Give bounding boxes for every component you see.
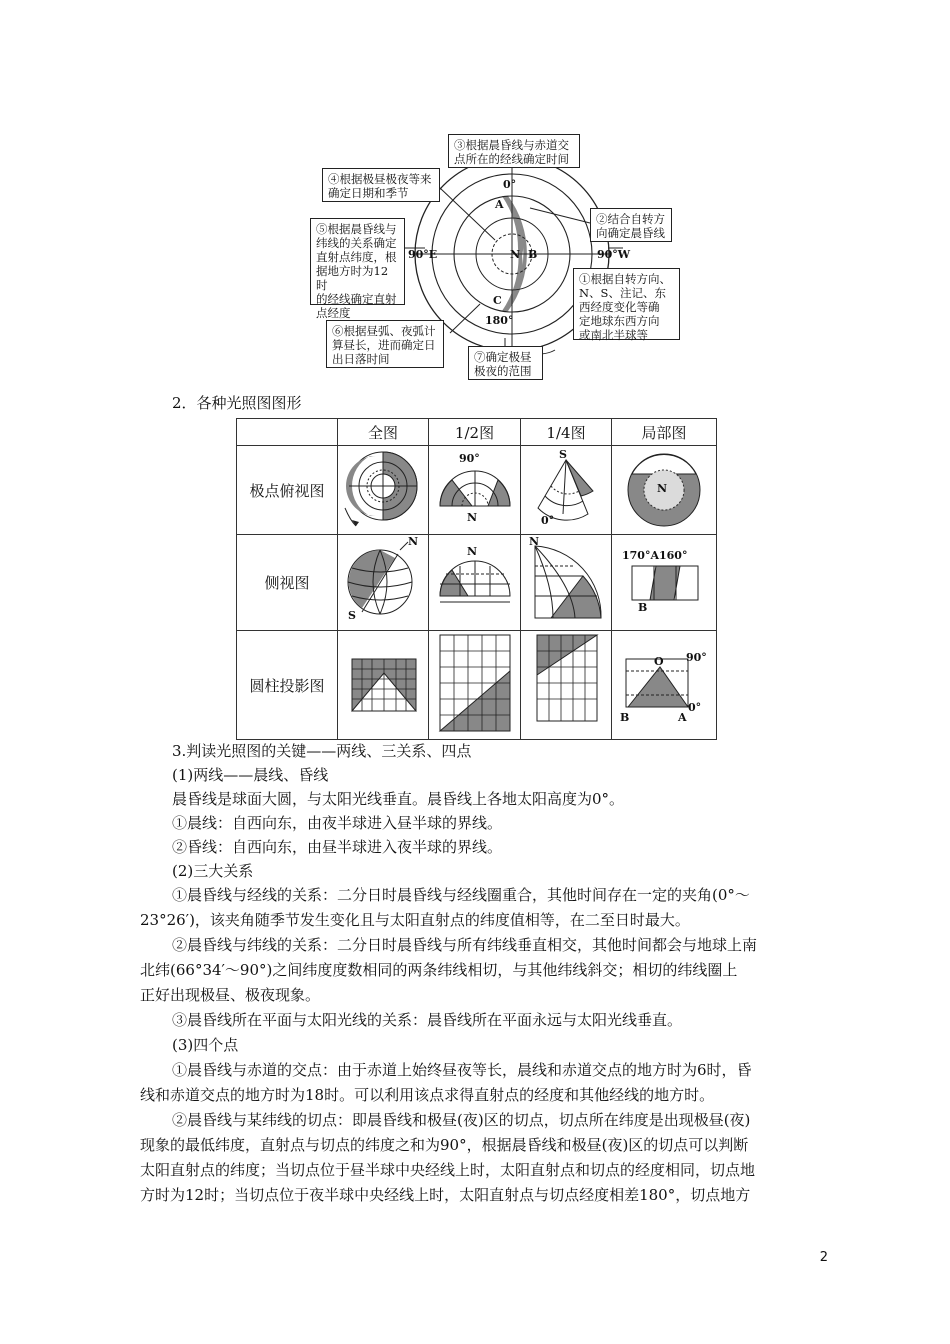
cell-polar-local — [612, 446, 717, 535]
section-2-title: 2．各种光照图图形 — [172, 394, 302, 412]
corner-cell — [237, 419, 338, 446]
label-0deg: 0° — [503, 178, 517, 191]
header-local: 局部图 — [612, 419, 717, 446]
box-7: ⑦确定极昼 极夜的范围 — [468, 346, 543, 380]
cell-cyl-half — [429, 631, 521, 740]
label-180deg: 180° — [485, 314, 514, 327]
header-quarter: 1/4图 — [521, 419, 612, 446]
diagram-figure — [290, 128, 680, 378]
quarter-label-s: S — [559, 448, 567, 461]
row-side-label: 侧视图 — [237, 535, 338, 631]
side-quarter-label-n: N — [529, 535, 540, 548]
header-full: 全图 — [338, 419, 429, 446]
cell-side-full — [338, 535, 429, 631]
text-line-15: 线和赤道交点的地方时为18时。可以利用该点求得直射点的经度和其他经线的地方时。 — [140, 1086, 715, 1104]
text-line-10: 北纬(66°34′～90°)之间纬度度数相同的两条纬线相切，与其他纬线斜交；相切的纬线圈上 — [140, 961, 738, 979]
text-line-4: ①晨线：自西向东，由夜半球进入昼半球的界线。 — [172, 814, 503, 832]
box-6: ⑥根据昼弧、夜弧计 算昼长，进而确定日 出日落时间 — [326, 320, 444, 368]
text-line-6: (2)三大关系 — [172, 862, 254, 880]
label-90w: 90°W — [597, 248, 631, 261]
label-90e: 90°E — [408, 248, 438, 261]
box-2: ②结合自转方 向确定晨昏线 — [590, 208, 672, 242]
text-line-12: ③晨昏线所在平面与太阳光线的关系：晨昏线所在平面永远与太阳光线垂直。 — [172, 1011, 683, 1029]
label-c: C — [493, 294, 502, 307]
header-half: 1/2图 — [429, 419, 521, 446]
row-polar-label: 极点俯视图 — [237, 446, 338, 535]
cyl-label-90: 90° — [686, 651, 707, 664]
side-label-n: N — [408, 535, 419, 548]
side-local-label-top: 170°A160° — [622, 549, 688, 562]
cell-cyl-quarter — [521, 631, 612, 740]
cell-cyl-local — [612, 631, 717, 740]
side-label-s: S — [348, 609, 356, 622]
quarter-label-0: 0° — [541, 514, 555, 527]
text-line-16: ②晨昏线与某纬线的切点：即晨昏线和极昼(夜)区的切点，切点所在纬度是出现极昼(夜) — [172, 1111, 751, 1129]
box-5: ⑤根据晨昏线与 纬线的关系确定 直射点纬度，根 据地方时为12时 的经线确定直射 点经度 — [310, 218, 405, 305]
text-line-18: 太阳直射点的纬度；当切点位于昼半球中央经线上时，太阳直射点和切点的经度相同，切点地 — [140, 1161, 756, 1179]
text-line-13: (3)四个点 — [172, 1036, 239, 1054]
box-3: ③根据晨昏线与赤道交 点所在的经线确定时间 — [448, 134, 580, 168]
cell-polar-quarter — [521, 446, 612, 535]
cell-polar-half — [429, 446, 521, 535]
illumination-table — [236, 418, 717, 740]
cell-side-local — [612, 535, 717, 631]
text-line-2: (1)两线——晨线、昏线 — [172, 766, 329, 784]
cell-side-quarter — [521, 535, 612, 631]
text-line-19: 方时为12时；当切点位于夜半球中央经线上时，太阳直射点与切点经度相差180°，切点地方 — [140, 1186, 751, 1204]
label-n: N — [510, 248, 521, 261]
text-line-17: 现象的最低纬度，直射点与切点的纬度之和为90°，根据晨昏线和极昼(夜)区的切点可以判断 — [140, 1136, 749, 1154]
half-label-90: 90° — [459, 452, 480, 465]
text-line-3: 晨昏线是球面大圆，与太阳光线垂直。晨昏线上各地太阳高度为0°。 — [172, 790, 625, 808]
cell-polar-full — [338, 446, 429, 535]
box-4: ④根据极昼极夜等来 确定日期和季节 — [322, 168, 440, 202]
page-number: 2 — [819, 1250, 828, 1265]
box-1: ①根据自转方向、 N、S、注记、东 西经度变化等确 定地球东西方向 或南北半球等 — [573, 268, 680, 340]
side-half-label-n: N — [467, 545, 478, 558]
row-cylinder-label: 圆柱投影图 — [237, 631, 338, 740]
label-b: B — [528, 248, 538, 261]
text-line-11: 正好出现极昼、极夜现象。 — [140, 986, 321, 1004]
text-line-5: ②昏线：自西向东，由昼半球进入夜半球的界线。 — [172, 838, 503, 856]
half-label-n: N — [467, 511, 478, 524]
cyl-label-0: 0° — [688, 701, 702, 714]
text-line-9: ②晨昏线与纬线的关系：二分日时晨昏线与所有纬线垂直相交，其他时间都会与地球上南 — [172, 936, 758, 954]
cell-side-half — [429, 535, 521, 631]
cyl-label-a: A — [678, 711, 687, 724]
local-label-n: N — [657, 482, 668, 495]
text-line-1: 3.判读光照图的关键——两线、三关系、四点 — [172, 742, 472, 760]
text-line-8: 23°26′)，该夹角随季节发生变化且与太阳直射点的纬度值相等，在二至日时最大。 — [140, 911, 690, 929]
cyl-label-o: O — [654, 655, 664, 668]
text-line-7: ①晨昏线与经线的关系：二分日时晨昏线与经线圈重合，其他时间存在一定的夹角(0°～ — [172, 886, 750, 904]
side-local-label-b: B — [638, 601, 648, 614]
cyl-label-b: B — [620, 711, 630, 724]
cell-cyl-full — [338, 631, 429, 740]
text-line-14: ①晨昏线与赤道的交点：由于赤道上始终昼夜等长，晨线和赤道交点的地方时为6时，昏 — [172, 1061, 752, 1079]
label-a: A — [495, 198, 504, 211]
